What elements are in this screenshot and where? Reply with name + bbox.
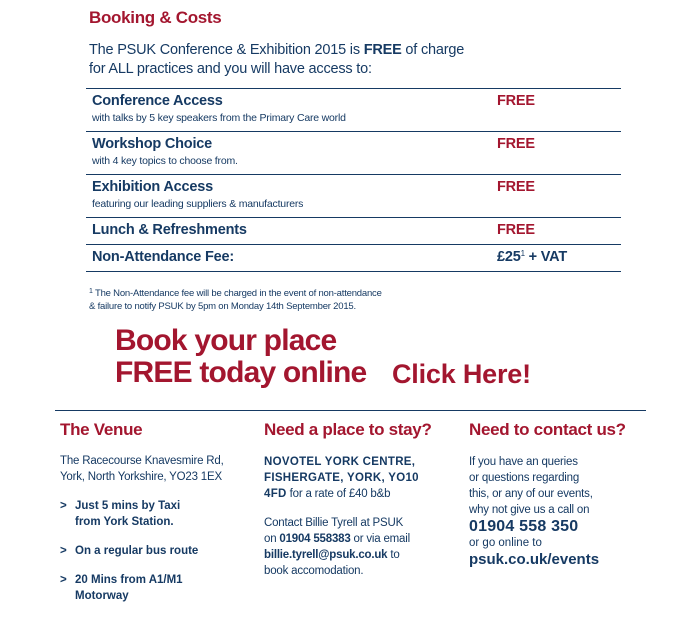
intro-text-rest: of charge for ALL practices and you will have access to: [89, 42, 465, 77]
hotel-postcode: 4FD [264, 488, 287, 500]
intro-text: The PSUK Conference & Exhibition 2015 is [89, 42, 364, 58]
contact-phone: 01904 558 350 [469, 518, 579, 535]
row-description: with talks by 5 key speakers from the Primary Care world [92, 112, 346, 124]
intro-free: FREE [363, 42, 402, 58]
footnote-line-2: & failure to notify PSUK by 5pm on Monday 14th September 2015. [89, 301, 356, 312]
fee-amount: £25 [497, 249, 521, 265]
stay-email-link[interactable]: billie.tyrell@psuk.co.uk [264, 549, 388, 561]
contact-line: or questions regarding [469, 472, 580, 484]
list-item [60, 572, 260, 604]
hotel-rate: for a rate of £40 b&b [286, 488, 391, 500]
row-price: FREE [497, 179, 535, 195]
cta-today-online: today online [191, 356, 367, 389]
contact-line: why not give us a call on [469, 504, 590, 516]
footnote [89, 285, 449, 313]
fee-suffix: + VAT [524, 249, 568, 265]
address-line: The Racecourse Knavesmire Rd, [60, 455, 224, 467]
contact-line: this, or any of our events, [469, 488, 593, 500]
footnote-marker: 1 [89, 288, 93, 295]
bullet-line: 20 Mins from A1/M1 [75, 574, 183, 586]
booking-intro [89, 41, 469, 79]
stay-column [264, 420, 464, 579]
stay-contact [264, 515, 464, 579]
row-name: Conference Access [92, 93, 223, 109]
stay-phone: 01904 558383 [279, 533, 351, 545]
bullet-text [75, 498, 180, 530]
contact-heading: Need to contact us? [469, 420, 626, 439]
table-row [86, 245, 621, 272]
table-row [86, 218, 621, 245]
contact-text: or via email [350, 533, 410, 545]
chevron-right-icon: > [60, 574, 67, 586]
cta-free: FREE [115, 356, 192, 389]
click-here-link[interactable]: Click Here! [392, 359, 531, 389]
cta-line-1: Book your place [115, 324, 337, 357]
list-item [60, 498, 260, 530]
bullet-text [75, 572, 183, 604]
table-row [86, 89, 621, 132]
table-row [86, 132, 621, 175]
bullet-line: Just 5 mins by Taxi [75, 500, 181, 512]
row-price [497, 249, 567, 265]
row-name: Exhibition Access [92, 179, 213, 195]
venue-address [60, 453, 260, 485]
address-line: York, North Yorkshire, YO23 1EX [60, 471, 222, 483]
online-text: or go online to [469, 537, 542, 549]
section-divider [55, 410, 646, 411]
row-name: Lunch & Refreshments [92, 222, 247, 238]
cta-line-2 [115, 357, 366, 389]
booking-costs-heading: Booking & Costs [89, 8, 222, 27]
contact-line: If you have an queries [469, 456, 578, 468]
venue-heading: The Venue [60, 420, 143, 439]
row-price: FREE [497, 136, 535, 152]
list-item [60, 543, 260, 559]
row-name: Non-Attendance Fee: [92, 249, 235, 265]
costs-table [86, 88, 621, 272]
hotel-line: NOVOTEL YORK CENTRE, [264, 456, 416, 468]
bullet-line: Motorway [75, 590, 129, 602]
contact-question [469, 454, 659, 518]
table-row [86, 175, 621, 218]
venue-column [60, 420, 260, 617]
contact-text: to [387, 549, 400, 561]
bullet-line: from York Station. [75, 516, 174, 528]
stay-heading: Need a place to stay? [264, 420, 432, 439]
row-name: Workshop Choice [92, 136, 212, 152]
row-description: featuring our leading suppliers & manufacturers [92, 198, 304, 210]
bullet-text: On a regular bus route [75, 545, 199, 557]
chevron-right-icon: > [60, 545, 67, 557]
contact-text: on [264, 533, 280, 545]
book-cta [115, 325, 366, 389]
footnote-marker: 1 [520, 249, 525, 258]
contact-line: Contact Billie Tyrell at PSUK [264, 517, 404, 529]
hotel-info [264, 454, 464, 502]
venue-bullets [60, 498, 260, 604]
contact-line: book accomodation. [264, 565, 364, 577]
hotel-line [264, 486, 464, 502]
row-price: FREE [497, 222, 535, 238]
footnote-text: The Non-Attendance fee will be charged in the event of non-attendance [92, 288, 382, 299]
contact-column [469, 420, 659, 570]
row-price: FREE [497, 93, 535, 109]
hotel-line: FISHERGATE, YORK, YO10 [264, 472, 419, 484]
footnote-line-1 [89, 285, 449, 300]
row-description: with 4 key topics to choose from. [92, 155, 238, 167]
contact-line [264, 547, 464, 563]
chevron-right-icon: > [60, 500, 67, 512]
website-link[interactable]: psuk.co.uk/events [469, 551, 600, 568]
contact-line [264, 531, 464, 547]
